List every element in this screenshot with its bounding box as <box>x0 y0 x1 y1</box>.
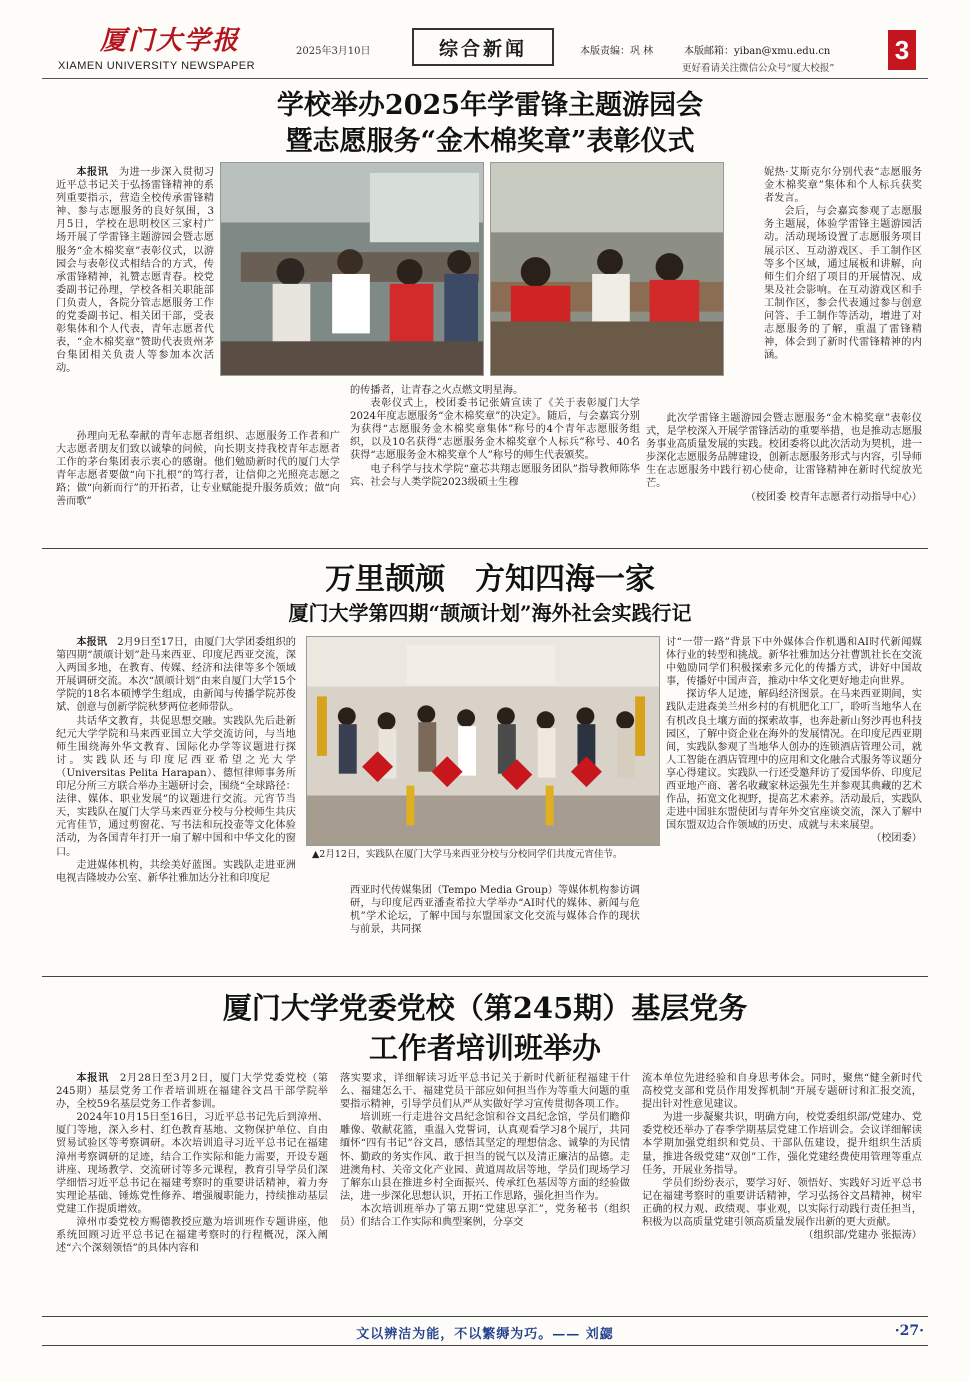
article2-photo-caption: ▲2月12日，实践队在厦门大学马来西亚分校与分校同学们共度元宵佳节。 <box>312 849 623 860</box>
article1-photo-right <box>490 162 724 376</box>
article1-title <box>150 88 830 160</box>
masthead-rule <box>42 78 928 79</box>
newspaper-english-name: XIAMEN UNIVERSITY NEWSPAPER <box>58 60 256 72</box>
article1-lead: 本报讯 <box>76 166 109 178</box>
issue-date: 2025年3月10日 <box>296 46 371 57</box>
article3-col2 <box>340 1072 630 1229</box>
article1-col3-bottom <box>646 412 922 504</box>
article3-col3 <box>642 1072 922 1242</box>
article3-col1-p2: 2024年10月15日至16日，习近平总书记先后到漳州、厦门等地，深入乡村、红色教育基地、文物保护单位、自由贸易试验区等考察调研。本次培训追寻习近平总书记在福建漳州考察调研的足迹，结合工作实际和能力需要，开设专题讲座、现场教学、交流研讨等多元课程，教育引导学员们深学细悟习近平总书记在福建考察时的重要讲话精神，着力夯实理论基础、锤炼党性修养、增强履职能力，持续推动基层党建工作提质增效。 <box>56 1112 328 1215</box>
article1-signoff: （校团委 校青年志愿者行动指导中心） <box>745 491 922 503</box>
article2-col1-p3: 走进媒体机构，共绘美好蓝图。实践队走进亚洲电视吉隆坡办公室、新华社雅加达分社和印度尼 <box>56 859 296 884</box>
masthead <box>42 14 928 80</box>
article3-title-line2: 工作者培训班举办 <box>368 1031 601 1065</box>
article2-subtitle: 厦门大学第四期“颉颃计划”海外社会实践行记 <box>288 601 692 625</box>
page-footer <box>42 1316 928 1346</box>
article1-photo-left <box>220 162 484 376</box>
article1-col1-bottom <box>56 430 340 509</box>
footer-quote: 文以辨洁为能，不以繁缛为巧。—— 刘勰 <box>356 1327 614 1342</box>
article1-col3-p1: 妮热·艾斯克尔分别代表“志愿服务金木棉奖章”集体和个人标兵获奖者发言。 <box>764 167 922 205</box>
article1-col3-p3: 此次学雷锋主题游园会暨志愿服务“金木棉奖章”表彰仪式，是学校深入开展学雷锋活动的重要举措，也是推动志愿服务事业高质量发展的实践。校团委将以此次活动为契机，进一步深化志愿服务品牌建设，创新志愿服务形式与内容，引导师生在志愿服务中践行初心使命，让雷锋精神在新时代绽放光芒。 <box>646 413 922 490</box>
article3-col1 <box>56 1072 328 1255</box>
article1-col3-p2: 会后，与会嘉宾参观了志愿服务主题展，体验学雷锋主题游园活动。活动现场设置了志愿服务项目展示区、互动游戏区、手工制作区等多个区域，通过展板和讲解，向师生们介绍了项目的开展情况、成果及社会影响。在互动游戏区和手工制作区，参会代表通过参与创意问答、手工制作等活动，增进了对志愿服务的了解，重温了雷锋精神，体会到了新时代雷锋精神的内涵。 <box>764 206 922 362</box>
article1-title-line1: 学校举办2025年学雷锋主题游园会 <box>276 90 704 121</box>
page-editor: 本版责编：巩 林 <box>580 46 654 57</box>
article1-title-line2: 暨志愿服务“金木棉奖章”表彰仪式 <box>285 126 695 157</box>
article2-lead: 本报讯 <box>76 636 107 648</box>
article2-col2 <box>350 884 640 936</box>
article2-col1-p1: 2月9日至17日，由厦门大学团委组织的第四期“颉颃计划”赴马来西亚、印度尼西亚交流，深入两国多地，在教育、传媒、经济和法律等多个领域开展调研交流。本次“颉颃计划”由来自厦门大学15个学院的18名本硕博学生组成，由新闻与传播学院苏俊斌、创意与创新学院秋梦两位老师带队。 <box>56 637 296 714</box>
article2-photo <box>306 636 660 846</box>
article2-col1 <box>56 636 296 885</box>
article3-col1-p3: 漳州市委党校方赐德教授应邀为培训班作专题讲座，他系统回顾习近平总书记在福建考察时的行程概况，深入阐述“六个深刻领悟”的具体内容和 <box>56 1217 328 1255</box>
article3-title <box>100 988 870 1068</box>
article3-col3-p2: 为进一步凝聚共识，明确方向，校党委组织部/党建办、党委党校还举办了春季学期基层党建工作培训会。会议详细解读本学期加强党组织和党员、干部队伍建设，提升组织生活质量，推进各级党建“双创”工作，强化党建经费使用管理等重点任务，开展业务指导。 <box>642 1112 922 1176</box>
article2-col1-p2: 共话华文教育，共促思想交融。实践队先后赴新纪元大学学院和马来西亚国立大学交流访问，与当地师生围绕海外华文教育、国际化办学等议题进行探讨。实践队还与印度尼西亚希望之光大学（Universitas Pelita Harapan）、德恒律师事务所印尼分所三方联合举办主题研讨会，围绕“全球路径：法律、媒体、职业发展”的议题进行交流。元宵节当天，实践队在厦门大学马来西亚分校与分校师生共庆元宵佳节，通过剪窗花、写书法和玩投壶等文化体验活动，为各国青年打开一扇了解中国和中华文化的窗口。 <box>56 715 296 858</box>
article1-col3-top <box>764 166 922 362</box>
newspaper-logo: 厦门大学报 <box>100 26 241 56</box>
article3-title-line1: 厦门大学党委党校（第245期）基层党务 <box>222 991 748 1025</box>
article2-col3-p1: 讨“一带一路”背景下中外媒体合作机遇和AI时代新闻媒体行业的转型和挑战。新华社雅加达分社曹凯社长在交流中勉励同学们积极探索多元化的传播方式，讲好中国故事，传播好中国声音，推动中华文化更好地走向世界。 <box>666 637 922 688</box>
article2-title: 万里颉颃 方知四海一家 <box>325 562 655 597</box>
page-number-badge: 3 <box>888 30 916 70</box>
footer-page-number: ·27· <box>894 1323 924 1339</box>
article3-col3-p3: 学员们纷纷表示，要学习好、领悟好、实践好习近平总书记在福建考察时的重要讲话精神，学习弘扬谷文昌精神，树牢正确的权力观、政绩观、事业观，以实际行动践行责任担当，积极为以高质量党建引领高质量发展作出新的更大贡献。 <box>642 1177 922 1229</box>
page-email: 本版邮箱：yiban@xmu.edu.cn <box>684 46 831 57</box>
article-divider-1 <box>42 548 928 549</box>
article3-col2-p1: 落实要求，详细解读习近平总书记关于新时代新征程福建干什么、福建怎么干、福建党员干部应如何担当作为等重大问题的重要指示精神，引导学员们从严从实做好学习宣传贯彻各项工作。 <box>340 1073 630 1111</box>
article2-col2-p1: 西亚时代传媒集团（Tempo Media Group）等媒体机构参访调研，与印度尼西亚潘查希拉大学举办“AI时代的媒体、新闻与危机”学术论坛，了解中国与东盟国家文化交流与媒体合作的现状与前景，共同探 <box>350 885 640 936</box>
article1-col1-p1: 为进一步深入贯彻习近平总书记关于弘扬雷锋精神的系列重要指示，营造全校传承雷锋精神、参与志愿服务的良好氛围，3月5日，学校在思明校区三家村广场开展了学雷锋主题游园会暨志愿服务“金木棉奖章”表彰仪式，以游园会与表彰仪式相结合的方式，传承雷锋精神，礼赞志愿青春。校党委副书记孙理，学校各相关职能部门负责人，各院分管志愿服务工作的党委副书记、相关团干部，受表彰集体和个人代表，青年志愿者代表，“金木棉奖章”赞助代表贵州茅台集团相关负责人等参加本次活动。 <box>56 167 215 375</box>
section-title: 综合新闻 <box>412 28 554 66</box>
article-divider-2 <box>42 976 928 977</box>
article1-col1-p2: 孙理向无私奉献的青年志愿者组织、志愿服务工作者和广大志愿者朋友们致以诚挚的问候，向长期支持我校青年志愿者工作的茅台集团表示衷心的感谢。他们勉励新时代的厦门大学青年志愿者要做“向下扎根”的笃行者，让信仰之光照亮志愿之路；做“向新而行”的开拓者，让专业赋能提升服务质效；做“向善而歌” <box>56 431 340 508</box>
article3-col1-p1: 2月28日至3月2日，厦门大学党委党校（第245期）基层党务工作者培训班在福建谷文昌干部学院举办，全校59名基层党务工作者参训。 <box>56 1073 328 1111</box>
article1-col2-p1: 的传播者，让青春之火点燃文明星海。 <box>350 385 524 396</box>
article2-signoff: （校团委） <box>871 833 922 845</box>
article3-col2-p3: 本次培训班举办了第五期“党建思享汇”，党务秘书（组织员）们结合工作实际和典型案例，分享交 <box>340 1203 630 1229</box>
article1-col2 <box>350 384 640 489</box>
article3-col3-p1: 流本单位先进经验和自身思考体会。同时，聚焦“健全新时代高校党支部和党员作用发挥机制”开展专题研讨和汇报交流，提出针对性意见建议。 <box>642 1073 922 1111</box>
article1-col2-p3: 电子科学与技术学院“童芯共翔志愿服务团队”指导教师陈华宾、社会与人类学院2023级硕士生穆 <box>350 463 640 488</box>
article1-col1-top <box>56 166 214 376</box>
article2-col3-p2: 探访华人足迹，解码经济图景。在马来西亚期间，实践队走进森美兰州乡村的有机肥化工厂，聆听当地华人在有机改良土壤方面的探索故事，也奔赴新山努沙再也科技园区，了解中资企业在海外的发展情况。在印度尼西亚期间，实践队参观了当地华人创办的连锁酒店管理公司，就人工智能在酒店管理中的应用和文化融合式服务等议题分享心得建议。实践队一行还受邀拜访了爱国华侨、印度尼西亚地产商、著名收藏家林运强先生并参观其典藏的艺术作品，拓宽文化视野，提高艺术素养。活动最后，实践队走进中国驻东盟使团与青年外交官座谈交流，深入了解中国东盟双边合作领域的历史、成就与未来展望。 <box>666 689 922 832</box>
article3-col2-p2: 培训班一行走进谷文昌纪念馆和谷文昌纪念馆，学员们瞻仰雕像、敬献花篮，重温入党誓词，认真观看学习8个展厅，共同缅怀“四有书记”谷文昌，感悟其坚定的理想信念、诚挚的为民情怀、勤政的务实作风、敢于担当的锐气以及清正廉洁的品德。走进澳角村、关帝文化产业园、黄道周故居等地，学员们现场学习了解东山县在推进乡村全面振兴、传承红色基因等方面的经验做法，进一步深化思想认识，开拓工作思路，强化担当作为。 <box>340 1112 630 1202</box>
wechat-notice: 更好看请关注微信公众号“厦大校报” <box>682 63 835 74</box>
article3-signoff: （组织部/党建办 张振涛） <box>803 1230 922 1242</box>
article3-lead: 本报讯 <box>76 1072 109 1084</box>
article1-col2-p2: 表彰仪式上，校团委书记张婧宣读了《关于表彰厦门大学2024年度志愿服务“金木棉奖章”的决定》。随后，与会嘉宾分别为获得“志愿服务金木棉奖章集体”称号的4个青年志愿服务组织，以及10名获得“志愿服务金木棉奖章个人标兵”称号、40名获得“志愿服务金木棉奖章个人”称号的师生代表颁奖。 <box>350 398 640 462</box>
article2-col3 <box>666 636 922 846</box>
